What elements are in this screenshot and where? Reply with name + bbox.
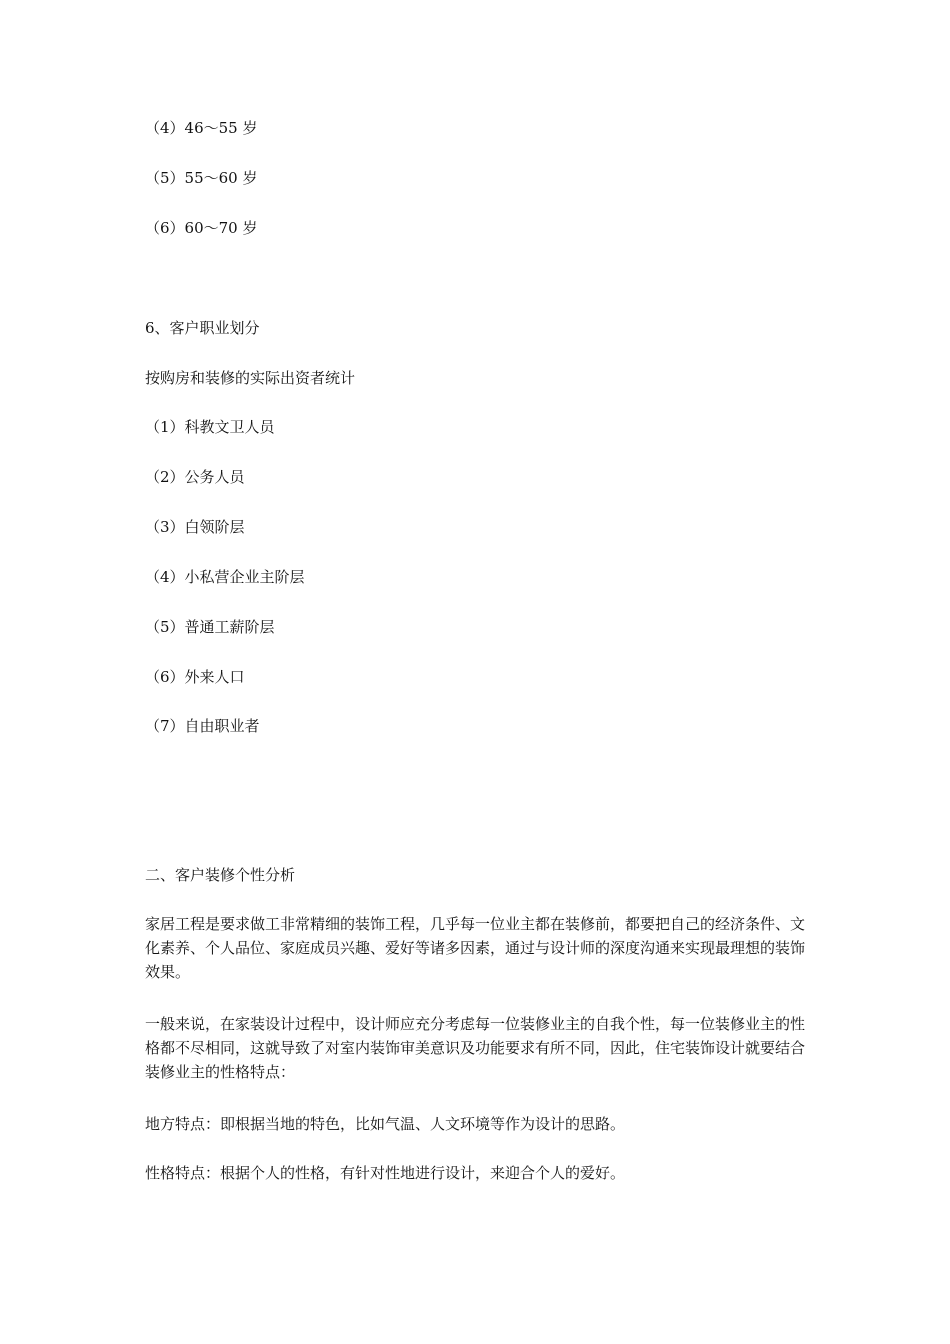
occupation-item-2: （2）公务人员 xyxy=(145,468,245,486)
occupation-item-1: （1）科教文卫人员 xyxy=(145,418,275,436)
age-item-6: （6）60～70 岁 xyxy=(145,219,258,237)
occupation-heading: 6、客户职业划分 xyxy=(145,319,260,337)
occupation-item-4: （4）小私营企业主阶层 xyxy=(145,568,305,586)
age-item-5: （5）55～60 岁 xyxy=(145,169,258,187)
occupation-item-5: （5）普通工薪阶层 xyxy=(145,618,275,636)
personality-paragraph-1: 家居工程是要求做工非常精细的装饰工程，几乎每一位业主都在装修前，都要把自己的经济条件、文化素养、个人品位、家庭成员兴趣、爱好等诸多因素，通过与设计师的深度沟通来实现最理想的装饰效果。 xyxy=(145,915,806,981)
occupation-item-6: （6）外来人口 xyxy=(145,668,245,686)
personality-heading: 二、客户装修个性分析 xyxy=(145,866,296,884)
character-trait-text: 性格特点：根据个人的性格，有针对性地进行设计，来迎合个人的爱好。 xyxy=(145,1164,626,1182)
age-item-4: （4）46～55 岁 xyxy=(145,119,258,137)
occupation-item-7: （7）自由职业者 xyxy=(145,717,260,735)
local-trait-text: 地方特点：即根据当地的特色，比如气温、人文环境等作为设计的思路。 xyxy=(145,1115,626,1133)
occupation-item-3: （3）白领阶层 xyxy=(145,518,245,536)
personality-paragraph-2: 一般来说，在家装设计过程中，设计师应充分考虑每一位装修业主的自我个性，每一位装修业主的性格都不尽相同，这就导致了对室内装饰审美意识及功能要求有所不同，因此，住宅装饰设计就要结合装修业主的性格特点： xyxy=(145,1015,806,1081)
occupation-intro: 按购房和装修的实际出资者统计 xyxy=(145,369,356,387)
